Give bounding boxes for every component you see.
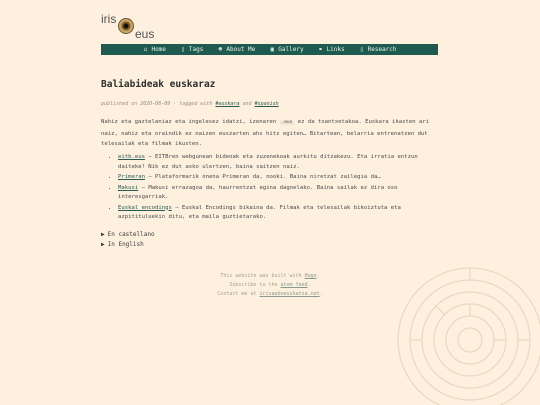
post-meta — [101, 101, 279, 107]
inline-code: .eus — [281, 120, 293, 125]
resource-link-makusi[interactable]: Makusi — [118, 184, 139, 191]
tag-link-euskara[interactable]: #euskara — [215, 101, 240, 107]
details-castellano[interactable] — [101, 231, 155, 238]
link-icon: ⚭ — [318, 45, 324, 53]
footer — [150, 272, 390, 299]
details-english[interactable] — [101, 241, 144, 248]
intro-text-1: Nahiz eta gaztelaniaz eta ingelesez idatzi, izenaren — [101, 119, 277, 125]
tag-icon: ▯ — [181, 45, 185, 53]
list-item — [118, 173, 448, 183]
user-icon: ☻ — [218, 45, 223, 53]
resource-link-eitb[interactable]: eitb.eus — [118, 154, 145, 160]
list-item — [118, 153, 448, 172]
footer-text: Subscribe to the — [229, 282, 278, 288]
footer-line: Contact me at irisaeboeuskatsa.net. — [217, 291, 323, 297]
page-title: Baliabideak euskaraz — [101, 79, 216, 90]
triangle-right-icon: ▶ — [101, 231, 105, 238]
footer-text: Contact me at — [217, 291, 257, 297]
nav-item-research[interactable] — [359, 46, 397, 53]
resource-link-primeran[interactable]: Primeran — [118, 174, 145, 180]
main-nav — [101, 44, 438, 55]
eye-icon — [118, 18, 134, 34]
logo-text-iris: iris — [101, 12, 117, 26]
meta-and: and — [242, 101, 252, 107]
list-item — [118, 184, 448, 203]
list-item-text: – Plataformarik onena Primeran da, nooki. Baina niretzat zailegia da… — [144, 174, 381, 180]
research-icon: ▯ — [359, 45, 364, 53]
details-summary: En castellano — [107, 231, 155, 238]
site-logo[interactable] — [101, 11, 161, 41]
list-item-text: – Makusi errazagoa da, haurrentzat egina dagoelako. Baina sailak ez dira oso interesgarriak. — [118, 184, 398, 200]
footer-text: This website was built with — [220, 273, 302, 279]
nav-item-home[interactable] — [142, 46, 165, 53]
list-item-text: – Euskal Encodings bikaina da. Filmak eta telesailak bikoiztuta eta azpitituluekin ditu, eta maila guztietarako. — [118, 204, 401, 220]
footer-line: Subscribe to the atom feed. — [229, 282, 311, 288]
circular-maze-decoration — [395, 265, 540, 405]
triangle-right-icon: ▶ — [101, 241, 105, 248]
nav-item-links[interactable] — [318, 46, 345, 53]
nav-label: Tags — [188, 46, 204, 53]
resource-list — [108, 153, 448, 224]
meta-prefix: published on 2020-08-09 · tagged with — [101, 101, 213, 107]
atom-feed-link[interactable]: atom feed — [280, 282, 308, 288]
nav-label: Research — [367, 46, 397, 53]
list-item — [118, 204, 448, 223]
nav-item-gallery[interactable] — [269, 46, 303, 53]
details-summary: In English — [107, 241, 144, 248]
nav-label: About Me — [226, 46, 256, 53]
nav-label: Gallery — [278, 46, 304, 53]
nav-label: Links — [326, 46, 345, 53]
footer-line: This website was built with Hugo. — [220, 273, 320, 279]
tag-link-spanish[interactable]: #spanish — [254, 101, 279, 107]
intro-paragraph — [101, 117, 441, 150]
hugo-link[interactable]: Hugo — [304, 273, 317, 279]
gallery-icon: ▣ — [270, 45, 275, 53]
nav-label: Home — [151, 46, 166, 53]
logo-text-eus: eus — [135, 27, 155, 41]
nav-item-tags[interactable] — [180, 46, 203, 53]
resource-link-encodings[interactable]: Euskal encodings — [118, 204, 172, 211]
list-item-text: – EITBren webgunean bideoak eta zuzenekoak aurkitu ditzakezu. Eta irratia entzun daiteke! Nik ez dut asko ulertzen, baina saitzen naiz. — [118, 154, 418, 170]
email-link[interactable]: irisaeboeuskatsa.net — [259, 291, 320, 297]
nav-item-about[interactable] — [217, 46, 255, 53]
intro-text-2: ez da txantxetakoa. Euskara ikasten ari naiz, nahiz eta oraindik ez naizen euszarten ahs hitz egiten… Bitartean, belarria entrenatzen dut telesailak eta filmak ikusten. — [101, 119, 430, 147]
home-icon: ⌂ — [143, 45, 148, 53]
